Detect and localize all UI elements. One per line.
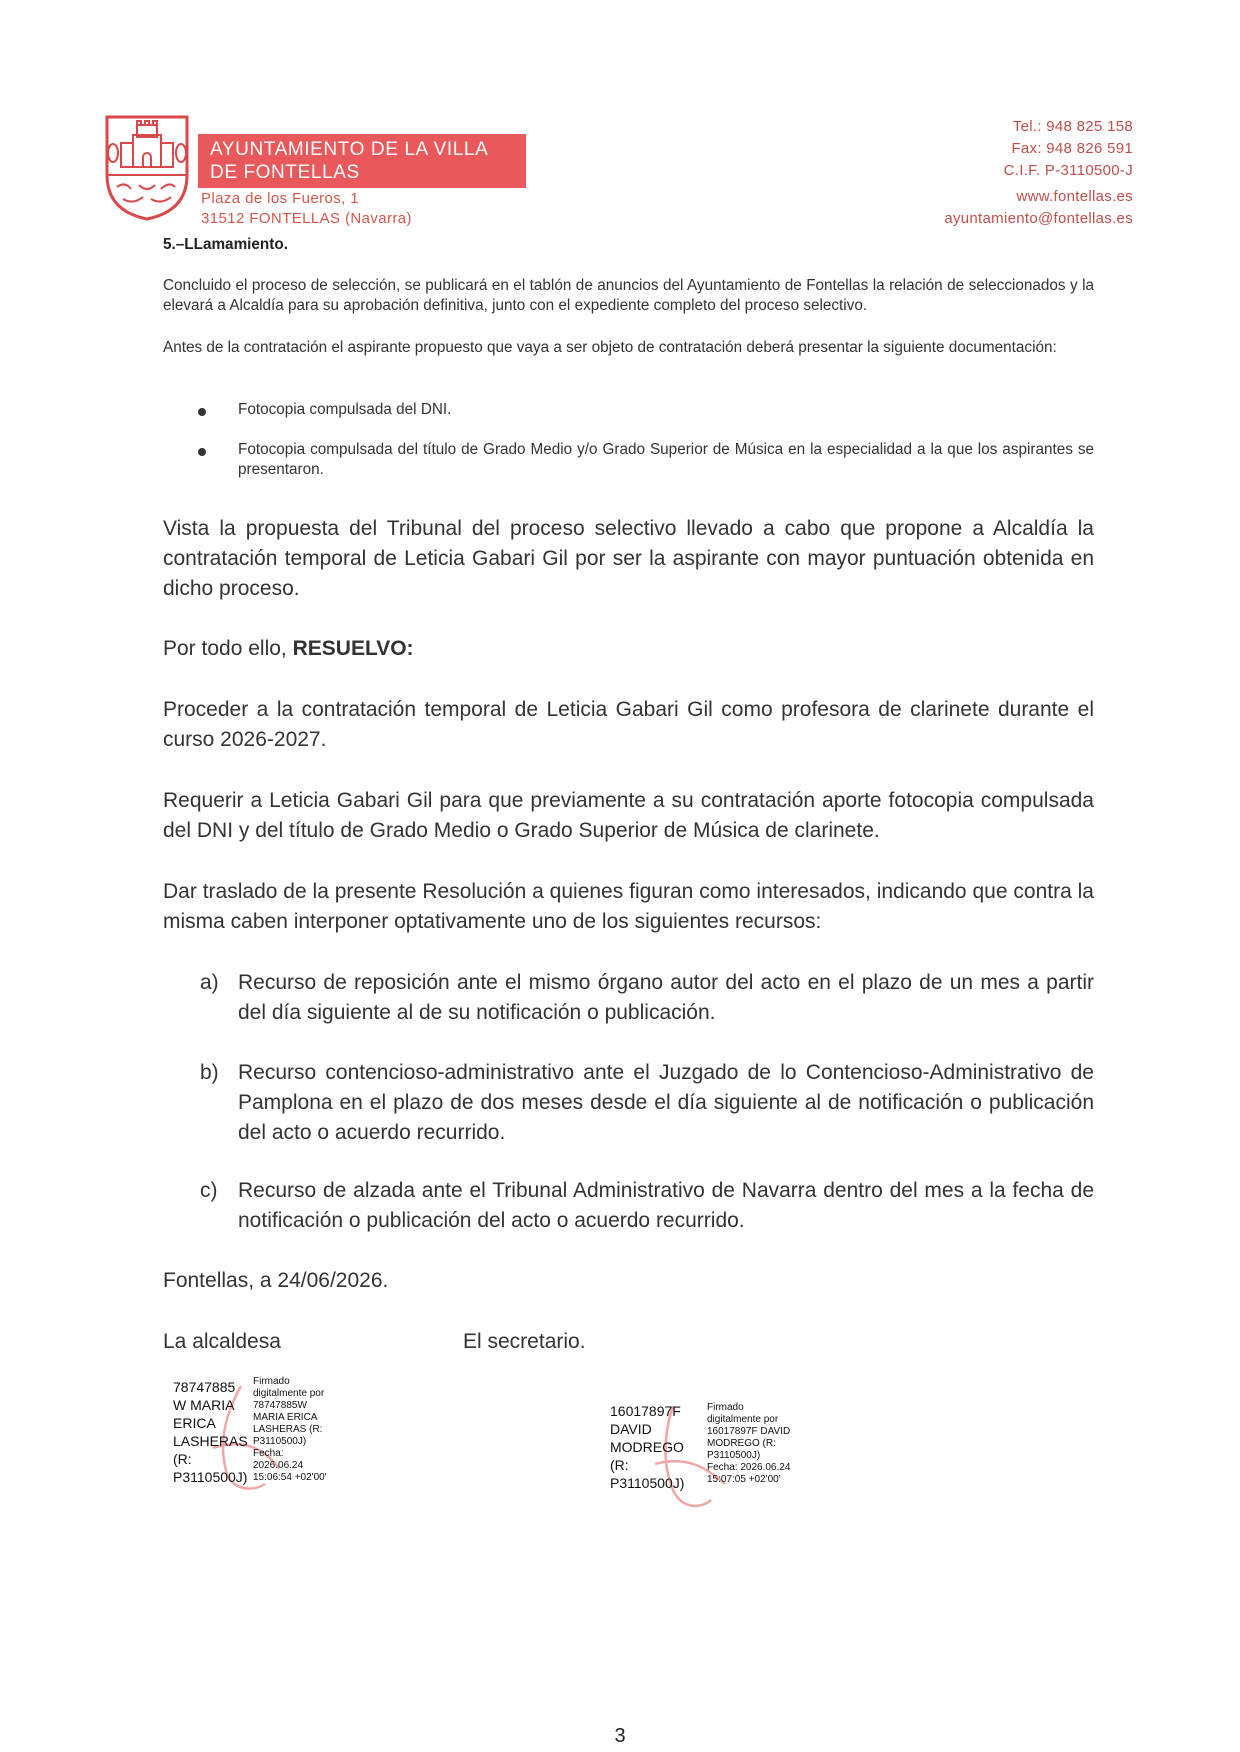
signer-name-line: DAVID [610,1421,652,1437]
paragraph-vista: Vista la propuesta del Tribunal del proceso selectivo llevado a cabo que propone a Alcaldía la contratación temporal de Leticia Gabari Gil por ser la aspirante con mayor puntuación obtenida en dicho proceso. [163,517,1094,600]
signer-name-line: (R: [173,1451,192,1467]
signature-meta-line: P3110500J) [707,1450,761,1461]
resuelvo-text: RESUELVO: [292,637,414,660]
recurso-letter-c: c) [200,1179,218,1202]
bullet-icon [198,448,206,456]
address-line2: 31512 FONTELLAS (Navarra) [201,210,412,227]
fax-number: Fax: 948 826 591 [1011,140,1133,157]
label-secretario: El secretario. [463,1330,586,1353]
municipal-crest-logo [103,113,191,223]
signature-meta-line: LASHERAS (R: [253,1424,323,1435]
paragraph-requerir: Requerir a Leticia Gabari Gil para que previamente a su contratación aporte fotocopia compulsada del DNI y del título de Grado Medio o Grado Superior de Música de clarinete. [163,789,1094,842]
section-heading: 5.–LLamamiento. [163,236,288,253]
signature-meta-line: 78747885W [253,1400,307,1411]
email-link[interactable]: ayuntamiento@fontellas.es [944,210,1133,227]
bullet-item-titulo: Fotocopia compulsada del título de Grado Medio y/o Grado Superior de Música en la especialidad a la que los aspirantes se presentaron. [238,441,1094,478]
phone-number: Tel.: 948 825 158 [1012,118,1133,135]
contact-block [944,116,1133,230]
signer-name-line: MODREGO [610,1439,684,1455]
address-line1: Plaza de los Fueros, 1 [201,190,360,207]
signature-meta-line: Fecha: 2026.06.24 [707,1462,791,1473]
signature-meta-alcaldesa [253,1376,327,1484]
paragraph-proceder: Proceder a la contratación temporal de Leticia Gabari Gil como profesora de clarinete durante el curso 2026-2027. [163,698,1094,751]
label-alcaldesa: La alcaldesa [163,1330,281,1353]
signature-meta-line: Fecha: [253,1448,284,1459]
signer-name-line: P3110500J) [610,1475,685,1491]
signer-name-line: ERICA [173,1415,216,1431]
signature-meta-line: digitalmente por [253,1388,325,1399]
fecha-lugar: Fontellas, a 24/06/2026. [163,1269,389,1292]
signature-meta-line: 2026.06.24 [253,1460,304,1471]
recurso-letter-b: b) [200,1061,219,1084]
paragraph-por-todo [163,634,1094,664]
signature-meta-line: P3110500J) [253,1436,307,1447]
org-name-line2: DE FONTELLAS [210,162,360,183]
por-todo-text: Por todo ello, [163,637,293,660]
signer-name-line: (R: [610,1457,629,1473]
paragraph-documentation: Antes de la contratación el aspirante propuesto que vaya a ser objeto de contratación deberá presentar la siguiente documentación: [163,339,1057,356]
bullet-icon [198,408,206,416]
signature-alcaldesa [163,1372,343,1502]
cif-number: C.I.F. P-3110500-J [1003,162,1133,179]
signature-meta-line: Firmado [253,1376,290,1387]
signature-secretario [603,1398,803,1518]
signer-name-line: LASHERAS [173,1433,248,1449]
signer-name-line: P3110500J) [173,1469,248,1485]
signature-meta-line: 15:07:05 +02'00' [707,1474,781,1485]
signature-meta-line: digitalmente por [707,1414,779,1425]
paragraph-conclusion: Concluido el proceso de selección, se publicará en el tablón de anuncios del Ayuntamiento de Fontellas la relación de seleccionados y la elevará a Alcaldía para su aprobación definitiva, junto con el expediente completo del proceso selectivo. [163,277,1094,314]
signer-name-secretario [610,1402,684,1492]
recurso-item-a: Recurso de reposición ante el mismo órgano autor del acto en el plazo de un mes a partir del día siguiente al de su notificación o publicación. [238,971,1094,1024]
paragraph-dar-traslado: Dar traslado de la presente Resolución a quienes figuran como interesados, indicando que contra la misma caben interponer optativamente uno de los siguientes recursos: [163,880,1094,933]
org-name-line1: AYUNTAMIENTO DE LA VILLA [210,139,489,160]
page-number: 3 [614,1725,626,1747]
signer-name-line: 78747885 [173,1379,236,1395]
signer-name-line: 16017897F [610,1403,681,1419]
signature-meta-line: Firmado [707,1402,744,1413]
signature-meta-line: MODREGO (R: [707,1438,776,1449]
signature-meta-line: MARIA ERICA [253,1412,318,1423]
recurso-item-c: Recurso de alzada ante el Tribunal Administrativo de Navarra dentro del mes a la fecha de notificación o publicación del acto o acuerdo recurrido. [238,1179,1094,1232]
bullet-item-dni: Fotocopia compulsada del DNI. [238,401,452,418]
signature-meta-line: 15:06:54 +02'00' [253,1472,327,1483]
signature-meta-secretario [707,1402,790,1486]
signature-meta-line: 16017897F DAVID [707,1426,791,1437]
signer-name-alcaldesa [173,1378,248,1486]
signer-name-line: W MARIA [173,1397,235,1413]
recurso-item-b: Recurso contencioso-administrativo ante el Juzgado de lo Contencioso-Administrativo de Pamplona en el plazo de dos meses desde el día siguiente al de notificación o publicación del acto o acuerdo recurrido. [238,1061,1094,1144]
website-link[interactable]: www.fontellas.es [1016,188,1133,205]
recurso-letter-a: a) [200,971,219,994]
